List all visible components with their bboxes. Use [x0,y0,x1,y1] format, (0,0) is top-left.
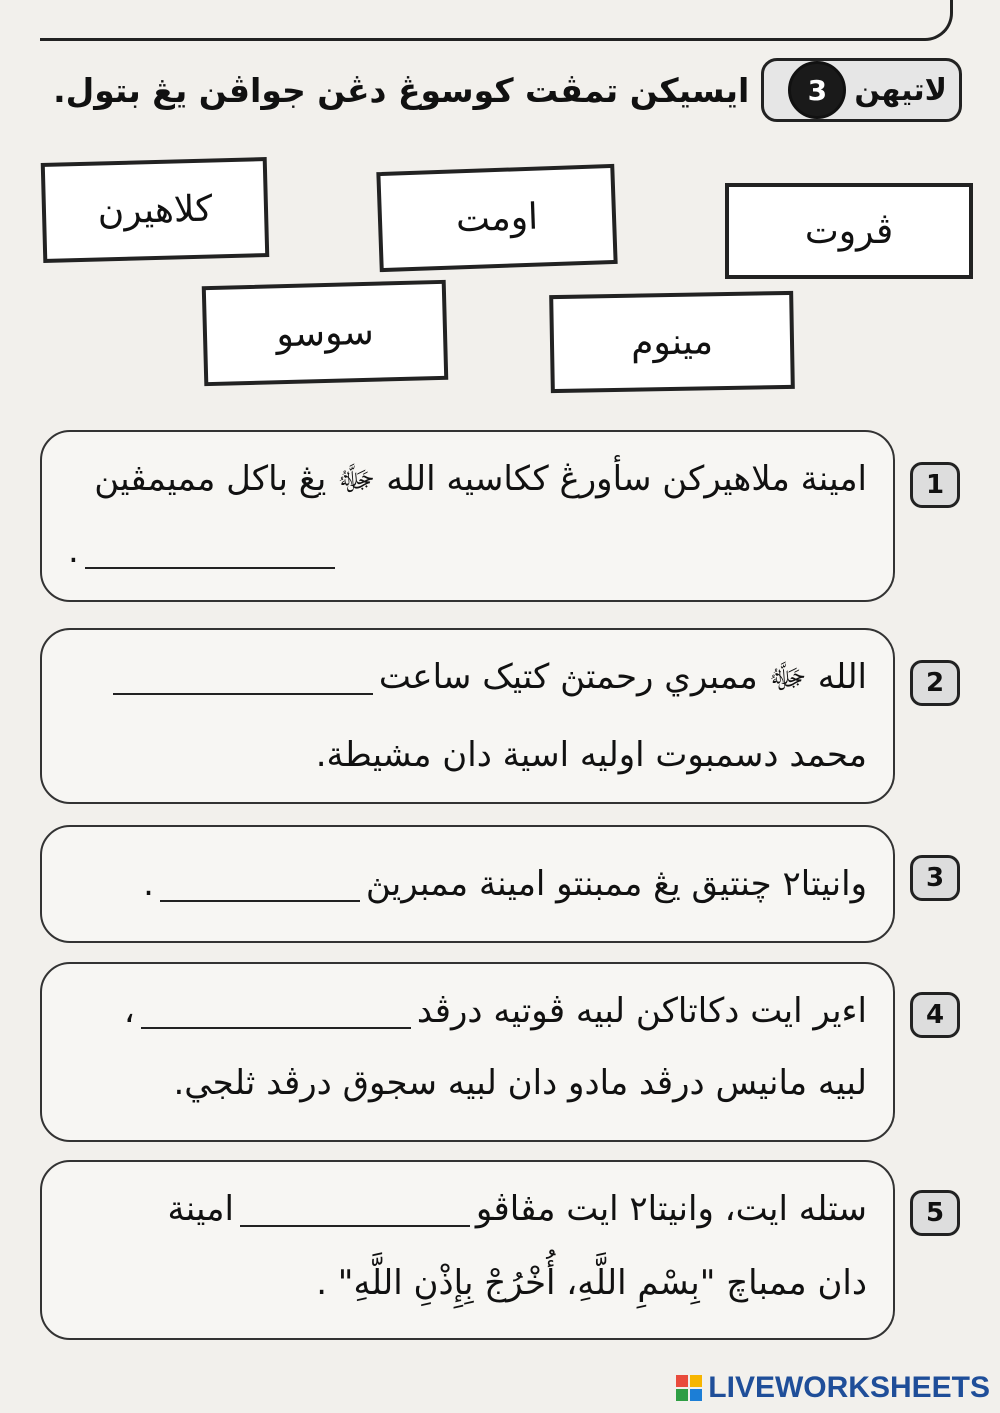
sentence-end: . [68,531,79,571]
question-number: 3 [910,855,960,901]
question-text: امينة ملاهيركن سأورڠ ككاسيه الله ﷻ يڠ باكل مميمڤين [94,459,867,499]
sentence-end: ، [123,991,135,1031]
question-text: اءير ايت دكاتاكن لبيه ڤوتيه درڤد [416,991,867,1031]
question-box [40,628,895,804]
answer-blank[interactable] [240,1195,470,1227]
question-box [40,962,895,1142]
word-box[interactable]: اومت [376,164,617,272]
question-box [40,430,895,602]
exercise-header [53,55,962,125]
question-text: ستله ايت، وانيتا٢ ايت مڤاڤو [475,1189,867,1229]
answer-blank[interactable] [85,537,335,569]
lesson-number-badge: 3 [788,61,846,119]
question-text-continued: امينة [167,1189,234,1229]
question-number: 5 [910,1190,960,1236]
answer-blank[interactable] [160,870,360,902]
question-number: 2 [910,660,960,706]
lesson-tag [761,58,962,122]
question-number: 4 [910,992,960,1038]
word-box[interactable]: كلاهيرن [41,157,270,263]
word-box[interactable]: مينوم [549,291,795,393]
question-text: الله ﷻ ممبري رحمتڽ كتيک ساعت [378,657,867,697]
answer-blank[interactable] [113,663,373,695]
question-number: 1 [910,462,960,508]
question-box [40,1160,895,1340]
answer-blank[interactable] [141,997,411,1029]
question-text: وانيتا٢ چنتيق يڠ ممبنتو امينة ممبريڽ [365,864,867,904]
instruction-text: ايسيكن تمڤت كوسوڠ دڠن جواڤن يڠ بتول. [53,70,750,110]
liveworksheets-logo-icon [676,1375,702,1401]
question-box [40,825,895,943]
lesson-label: لاتيهن [854,72,947,108]
liveworksheets-logo [676,1371,990,1405]
question-text: محمد دسمبوت اوليه اسية دان مشيطة. [315,735,867,775]
word-box[interactable]: سوسو [202,280,449,386]
sentence-end: . [143,864,154,904]
brand-text: LIVEWORKSHEETS [708,1371,990,1404]
word-box[interactable]: ڤروت [725,183,973,279]
top-frame-line [40,0,953,41]
question-text: لبيه مانيس درڤد مادو دان لبيه سجوق درڤد ثلجي. [173,1063,867,1103]
question-text: دان ممباچ "بِسْمِ اللَّهِ، أُخْرُجْ بِإِذْنِ اللَّهِ" . [316,1263,867,1303]
